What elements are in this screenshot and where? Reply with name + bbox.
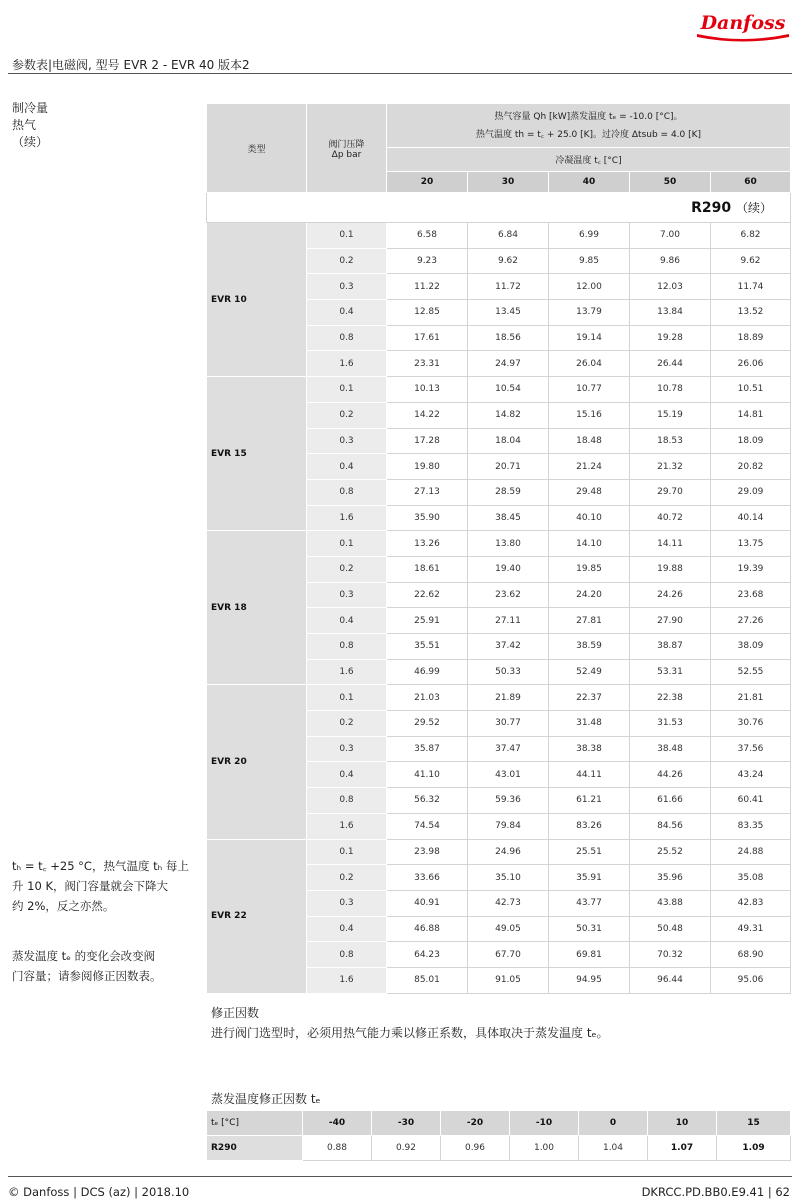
pressure-drop-cell: 0.4 bbox=[307, 762, 387, 788]
pressure-drop-cell: 1.6 bbox=[307, 505, 387, 531]
capacity-cell: 79.84 bbox=[468, 813, 549, 839]
pressure-drop-cell: 0.3 bbox=[307, 890, 387, 916]
capacity-cell: 29.48 bbox=[549, 479, 630, 505]
correction-value: 0.92 bbox=[372, 1136, 441, 1161]
correction-header-label: tₑ [°C] bbox=[207, 1111, 303, 1136]
correction-header-row bbox=[207, 1111, 791, 1136]
correction-value-row bbox=[207, 1136, 791, 1161]
correction-temp: 0 bbox=[579, 1111, 648, 1136]
capacity-cell: 10.77 bbox=[549, 377, 630, 403]
note-line: 约 2%，反之亦然。 bbox=[12, 899, 115, 913]
valve-type: EVR 18 bbox=[207, 531, 307, 685]
capacity-cell: 49.05 bbox=[468, 916, 549, 942]
capacity-cell: 13.45 bbox=[468, 300, 549, 326]
capacity-cell: 18.48 bbox=[549, 428, 630, 454]
capacity-cell: 10.51 bbox=[711, 377, 791, 403]
capacity-cell: 24.97 bbox=[468, 351, 549, 377]
capacity-cell: 59.36 bbox=[468, 788, 549, 814]
capacity-cell: 42.73 bbox=[468, 890, 549, 916]
pressure-drop-cell: 0.3 bbox=[307, 274, 387, 300]
capacity-cell: 70.32 bbox=[630, 942, 711, 968]
capacity-cell: 12.00 bbox=[549, 274, 630, 300]
capacity-cell: 21.89 bbox=[468, 685, 549, 711]
capacity-cell: 44.11 bbox=[549, 762, 630, 788]
header-capacity-line: 热气容量 Qh [kW]蒸发温度 tₑ = -10.0 [°C]。 bbox=[494, 111, 683, 122]
capacity-cell: 25.91 bbox=[387, 608, 468, 634]
capacity-cell: 38.87 bbox=[630, 634, 711, 660]
capacity-cell: 35.51 bbox=[387, 634, 468, 660]
pressure-drop-cell: 0.8 bbox=[307, 479, 387, 505]
capacity-cell: 40.10 bbox=[549, 505, 630, 531]
valve-type: EVR 15 bbox=[207, 377, 307, 531]
capacity-cell: 38.48 bbox=[630, 736, 711, 762]
correction-temp: -20 bbox=[441, 1111, 510, 1136]
table-row bbox=[207, 531, 791, 557]
capacity-cell: 9.23 bbox=[387, 248, 468, 274]
capacity-cell: 38.38 bbox=[549, 736, 630, 762]
capacity-cell: 60.41 bbox=[711, 788, 791, 814]
valve-type: EVR 20 bbox=[207, 685, 307, 839]
correction-title: 修正因数 bbox=[211, 1006, 260, 1020]
pressure-drop-cell: 0.4 bbox=[307, 454, 387, 480]
header-temp: 60 bbox=[711, 172, 791, 193]
capacity-cell: 11.72 bbox=[468, 274, 549, 300]
capacity-cell: 27.11 bbox=[468, 608, 549, 634]
capacity-cell: 9.62 bbox=[711, 248, 791, 274]
capacity-cell: 10.13 bbox=[387, 377, 468, 403]
header-capacity bbox=[387, 104, 791, 148]
capacity-cell: 24.20 bbox=[549, 582, 630, 608]
logo-swoosh bbox=[697, 34, 789, 42]
capacity-cell: 18.53 bbox=[630, 428, 711, 454]
capacity-cell: 27.13 bbox=[387, 479, 468, 505]
capacity-cell: 18.89 bbox=[711, 325, 791, 351]
capacity-cell: 74.54 bbox=[387, 813, 468, 839]
pressure-drop-cell: 0.3 bbox=[307, 736, 387, 762]
capacity-cell: 44.26 bbox=[630, 762, 711, 788]
capacity-cell: 19.88 bbox=[630, 556, 711, 582]
pressure-drop-cell: 0.8 bbox=[307, 325, 387, 351]
capacity-cell: 46.99 bbox=[387, 659, 468, 685]
capacity-cell: 7.00 bbox=[630, 223, 711, 249]
capacity-cell: 35.10 bbox=[468, 865, 549, 891]
correction-value: 0.96 bbox=[441, 1136, 510, 1161]
pressure-drop-cell: 0.3 bbox=[307, 428, 387, 454]
capacity-cell: 52.49 bbox=[549, 659, 630, 685]
correction-temp: 15 bbox=[717, 1111, 791, 1136]
section-heading-line: 制冷量 bbox=[12, 101, 49, 115]
capacity-cell: 91.05 bbox=[468, 967, 549, 993]
capacity-cell: 42.83 bbox=[711, 890, 791, 916]
capacity-cell: 68.90 bbox=[711, 942, 791, 968]
capacity-cell: 35.90 bbox=[387, 505, 468, 531]
capacity-cell: 9.85 bbox=[549, 248, 630, 274]
capacity-cell: 40.72 bbox=[630, 505, 711, 531]
capacity-cell: 17.28 bbox=[387, 428, 468, 454]
capacity-cell: 35.91 bbox=[549, 865, 630, 891]
capacity-cell: 49.31 bbox=[711, 916, 791, 942]
capacity-cell: 14.82 bbox=[468, 402, 549, 428]
pressure-drop-cell: 1.6 bbox=[307, 967, 387, 993]
capacity-cell: 26.44 bbox=[630, 351, 711, 377]
capacity-cell: 10.54 bbox=[468, 377, 549, 403]
capacity-cell: 37.42 bbox=[468, 634, 549, 660]
capacity-cell: 96.44 bbox=[630, 967, 711, 993]
pressure-drop-cell: 0.8 bbox=[307, 634, 387, 660]
capacity-cell: 43.24 bbox=[711, 762, 791, 788]
capacity-cell: 24.26 bbox=[630, 582, 711, 608]
capacity-cell: 24.88 bbox=[711, 839, 791, 865]
capacity-cell: 46.88 bbox=[387, 916, 468, 942]
capacity-cell: 52.55 bbox=[711, 659, 791, 685]
pressure-drop-cell: 0.1 bbox=[307, 685, 387, 711]
pressure-drop-cell: 0.4 bbox=[307, 300, 387, 326]
capacity-cell: 43.01 bbox=[468, 762, 549, 788]
capacity-cell: 50.31 bbox=[549, 916, 630, 942]
pressure-drop-cell: 0.4 bbox=[307, 608, 387, 634]
capacity-cell: 43.77 bbox=[549, 890, 630, 916]
capacity-cell: 6.82 bbox=[711, 223, 791, 249]
correction-row-label: R290 bbox=[207, 1136, 303, 1161]
header-condensing: 冷凝温度 t꜀ [°C] bbox=[387, 148, 791, 172]
capacity-cell: 6.99 bbox=[549, 223, 630, 249]
capacity-cell: 50.33 bbox=[468, 659, 549, 685]
capacity-cell: 9.62 bbox=[468, 248, 549, 274]
correction-table bbox=[206, 1110, 791, 1161]
pressure-drop-cell: 0.4 bbox=[307, 916, 387, 942]
capacity-cell: 23.31 bbox=[387, 351, 468, 377]
capacity-cell: 37.56 bbox=[711, 736, 791, 762]
capacity-cell: 15.16 bbox=[549, 402, 630, 428]
footer-divider bbox=[8, 1176, 792, 1177]
capacity-cell: 33.66 bbox=[387, 865, 468, 891]
capacity-cell: 27.90 bbox=[630, 608, 711, 634]
capacity-cell: 6.58 bbox=[387, 223, 468, 249]
section-heading-line: 热气 bbox=[12, 118, 37, 132]
section-heading-line: （续） bbox=[12, 135, 49, 149]
capacity-table bbox=[206, 103, 791, 994]
capacity-cell: 69.81 bbox=[549, 942, 630, 968]
capacity-cell: 18.04 bbox=[468, 428, 549, 454]
capacity-cell: 61.21 bbox=[549, 788, 630, 814]
header-pressure-drop bbox=[307, 104, 387, 193]
capacity-cell: 6.84 bbox=[468, 223, 549, 249]
pressure-drop-cell: 0.1 bbox=[307, 377, 387, 403]
capacity-cell: 94.95 bbox=[549, 967, 630, 993]
capacity-cell: 30.76 bbox=[711, 711, 791, 737]
note-line: 蒸发温度 tₑ 的变化会改变阀 bbox=[12, 949, 156, 963]
refrigerant-continued: （续） bbox=[736, 201, 773, 215]
pressure-drop-cell: 0.1 bbox=[307, 223, 387, 249]
capacity-cell: 21.24 bbox=[549, 454, 630, 480]
capacity-cell: 14.10 bbox=[549, 531, 630, 557]
pressure-drop-cell: 0.2 bbox=[307, 865, 387, 891]
table-row bbox=[207, 839, 791, 865]
capacity-cell: 83.35 bbox=[711, 813, 791, 839]
capacity-cell: 23.98 bbox=[387, 839, 468, 865]
capacity-cell: 35.87 bbox=[387, 736, 468, 762]
capacity-cell: 29.70 bbox=[630, 479, 711, 505]
correction-value: 1.04 bbox=[579, 1136, 648, 1161]
correction-description: 进行阀门选型时，必须用热气能力乘以修正系数，具体取决于蒸发温度 tₑ。 bbox=[211, 1026, 609, 1040]
pressure-drop-cell: 0.1 bbox=[307, 839, 387, 865]
capacity-cell: 19.39 bbox=[711, 556, 791, 582]
capacity-cell: 95.06 bbox=[711, 967, 791, 993]
capacity-cell: 38.45 bbox=[468, 505, 549, 531]
danfoss-logo bbox=[693, 4, 793, 44]
capacity-cell: 22.37 bbox=[549, 685, 630, 711]
page-title: 参数表|电磁阀, 型号 EVR 2 - EVR 40 版本2 bbox=[12, 58, 250, 72]
pressure-drop-cell: 0.3 bbox=[307, 582, 387, 608]
capacity-cell: 14.81 bbox=[711, 402, 791, 428]
pressure-drop-cell: 0.8 bbox=[307, 788, 387, 814]
capacity-cell: 56.32 bbox=[387, 788, 468, 814]
capacity-cell: 19.40 bbox=[468, 556, 549, 582]
correction-table-title: 蒸发温度修正因数 tₑ bbox=[211, 1092, 321, 1106]
correction-temp: 10 bbox=[648, 1111, 717, 1136]
capacity-cell: 35.08 bbox=[711, 865, 791, 891]
temperature-note bbox=[12, 856, 198, 916]
pressure-drop-cell: 0.8 bbox=[307, 942, 387, 968]
note-line: 升 10 K，阀门容量就会下降大 bbox=[12, 879, 168, 893]
capacity-cell: 21.81 bbox=[711, 685, 791, 711]
header-temp: 30 bbox=[468, 172, 549, 193]
capacity-cell: 38.59 bbox=[549, 634, 630, 660]
capacity-cell: 30.77 bbox=[468, 711, 549, 737]
pressure-drop-cell: 0.2 bbox=[307, 556, 387, 582]
capacity-cell: 13.75 bbox=[711, 531, 791, 557]
valve-type: EVR 10 bbox=[207, 223, 307, 377]
capacity-cell: 11.74 bbox=[711, 274, 791, 300]
table-row bbox=[207, 377, 791, 403]
correction-value: 1.09 bbox=[717, 1136, 791, 1161]
header-temp: 50 bbox=[630, 172, 711, 193]
header-temp: 40 bbox=[549, 172, 630, 193]
pressure-drop-cell: 1.6 bbox=[307, 659, 387, 685]
capacity-cell: 22.38 bbox=[630, 685, 711, 711]
capacity-cell: 15.19 bbox=[630, 402, 711, 428]
header-capacity-line: 热气温度 th = t꜀ + 25.0 [K]。过冷度 Δtsub = 4.0 [K] bbox=[475, 129, 702, 140]
capacity-cell: 12.03 bbox=[630, 274, 711, 300]
capacity-cell: 24.96 bbox=[468, 839, 549, 865]
valve-type: EVR 22 bbox=[207, 839, 307, 993]
footer-copyright: © Danfoss | DCS (az) | 2018.10 bbox=[8, 1185, 190, 1199]
capacity-cell: 18.61 bbox=[387, 556, 468, 582]
capacity-cell: 37.47 bbox=[468, 736, 549, 762]
note-line: tₕ = t꜀ +25 °C，热气温度 tₕ 每上 bbox=[12, 859, 189, 873]
capacity-cell: 26.06 bbox=[711, 351, 791, 377]
footer-doc-code: DKRCC.PD.BB0.E9.41 | 62 bbox=[641, 1185, 790, 1199]
capacity-cell: 28.59 bbox=[468, 479, 549, 505]
capacity-cell: 22.62 bbox=[387, 582, 468, 608]
refrigerant-row bbox=[207, 193, 791, 223]
header-type: 类型 bbox=[207, 104, 307, 193]
capacity-cell: 40.91 bbox=[387, 890, 468, 916]
capacity-cell: 11.22 bbox=[387, 274, 468, 300]
capacity-cell: 23.62 bbox=[468, 582, 549, 608]
capacity-cell: 64.23 bbox=[387, 942, 468, 968]
header-divider bbox=[8, 73, 792, 74]
capacity-cell: 67.70 bbox=[468, 942, 549, 968]
correction-value: 0.88 bbox=[303, 1136, 372, 1161]
capacity-cell: 53.31 bbox=[630, 659, 711, 685]
evaporating-note bbox=[12, 946, 198, 986]
header-pressure-drop-line: 阀门压降 bbox=[328, 139, 365, 150]
capacity-cell: 13.80 bbox=[468, 531, 549, 557]
capacity-cell: 83.26 bbox=[549, 813, 630, 839]
capacity-cell: 13.84 bbox=[630, 300, 711, 326]
pressure-drop-cell: 0.2 bbox=[307, 402, 387, 428]
capacity-cell: 14.11 bbox=[630, 531, 711, 557]
capacity-cell: 27.26 bbox=[711, 608, 791, 634]
capacity-cell: 21.32 bbox=[630, 454, 711, 480]
capacity-cell: 25.51 bbox=[549, 839, 630, 865]
capacity-cell: 25.52 bbox=[630, 839, 711, 865]
section-heading bbox=[12, 100, 48, 151]
capacity-cell: 19.85 bbox=[549, 556, 630, 582]
capacity-cell: 41.10 bbox=[387, 762, 468, 788]
logo-text: Danfoss bbox=[700, 12, 786, 34]
capacity-cell: 18.09 bbox=[711, 428, 791, 454]
capacity-cell: 18.56 bbox=[468, 325, 549, 351]
pressure-drop-cell: 0.2 bbox=[307, 711, 387, 737]
correction-value: 1.07 bbox=[648, 1136, 717, 1161]
capacity-cell: 19.14 bbox=[549, 325, 630, 351]
capacity-cell: 29.09 bbox=[711, 479, 791, 505]
capacity-cell: 84.56 bbox=[630, 813, 711, 839]
capacity-cell: 85.01 bbox=[387, 967, 468, 993]
capacity-cell: 9.86 bbox=[630, 248, 711, 274]
pressure-drop-cell: 1.6 bbox=[307, 813, 387, 839]
header-pressure-drop-unit: Δp bar bbox=[331, 149, 362, 160]
capacity-cell: 14.22 bbox=[387, 402, 468, 428]
table-row bbox=[207, 685, 791, 711]
correction-value: 1.00 bbox=[510, 1136, 579, 1161]
capacity-cell: 10.78 bbox=[630, 377, 711, 403]
table-row bbox=[207, 223, 791, 249]
capacity-cell: 23.68 bbox=[711, 582, 791, 608]
capacity-cell: 61.66 bbox=[630, 788, 711, 814]
capacity-cell: 20.71 bbox=[468, 454, 549, 480]
capacity-cell: 12.85 bbox=[387, 300, 468, 326]
capacity-cell: 21.03 bbox=[387, 685, 468, 711]
note-line: 门容量；请参阅修正因数表。 bbox=[12, 969, 162, 983]
capacity-cell: 40.14 bbox=[711, 505, 791, 531]
capacity-cell: 27.81 bbox=[549, 608, 630, 634]
capacity-cell: 19.80 bbox=[387, 454, 468, 480]
capacity-cell: 29.52 bbox=[387, 711, 468, 737]
capacity-cell: 31.48 bbox=[549, 711, 630, 737]
capacity-cell: 17.61 bbox=[387, 325, 468, 351]
capacity-cell: 20.82 bbox=[711, 454, 791, 480]
pressure-drop-cell: 0.2 bbox=[307, 248, 387, 274]
refrigerant-label: R290 bbox=[691, 200, 732, 216]
correction-temp: -40 bbox=[303, 1111, 372, 1136]
capacity-cell: 31.53 bbox=[630, 711, 711, 737]
capacity-cell: 43.88 bbox=[630, 890, 711, 916]
capacity-cell: 50.48 bbox=[630, 916, 711, 942]
capacity-cell: 13.79 bbox=[549, 300, 630, 326]
capacity-cell: 26.04 bbox=[549, 351, 630, 377]
capacity-cell: 35.96 bbox=[630, 865, 711, 891]
pressure-drop-cell: 0.1 bbox=[307, 531, 387, 557]
capacity-cell: 13.52 bbox=[711, 300, 791, 326]
capacity-cell: 19.28 bbox=[630, 325, 711, 351]
correction-temp: -10 bbox=[510, 1111, 579, 1136]
capacity-cell: 38.09 bbox=[711, 634, 791, 660]
pressure-drop-cell: 1.6 bbox=[307, 351, 387, 377]
correction-temp: -30 bbox=[372, 1111, 441, 1136]
header-temp: 20 bbox=[387, 172, 468, 193]
capacity-cell: 13.26 bbox=[387, 531, 468, 557]
